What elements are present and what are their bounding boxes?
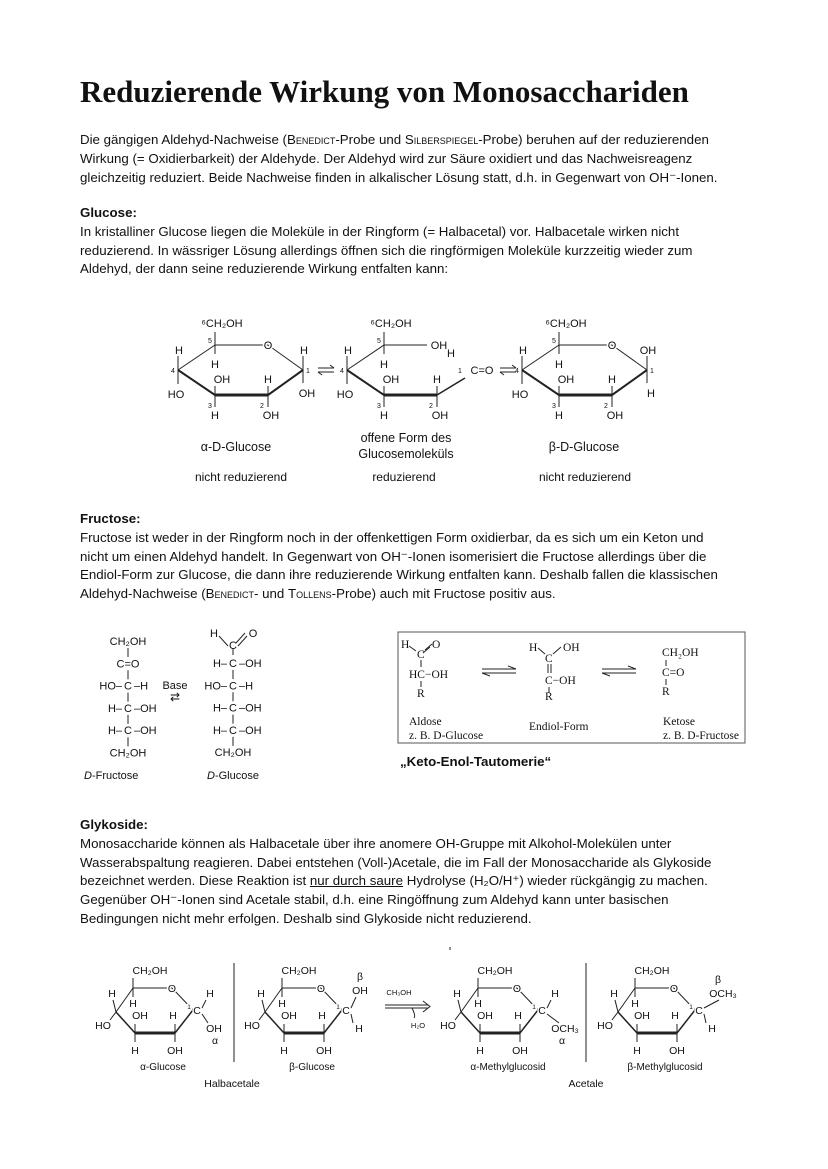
bond [674,988,695,1010]
label-anomer: α [558,1035,566,1047]
atom: C [545,653,553,665]
fischer-left: H– [107,702,122,715]
atom-ho: HO [597,1020,613,1032]
text: Aldehyd-Nachweise ( [80,586,206,602]
label-d: D [84,770,92,782]
bond [351,997,356,1008]
fischer-right: –OH [134,725,157,738]
atom-ho: HO [440,1020,456,1032]
label-ketose: Ketose [663,716,695,728]
atom-oh: OH [512,1045,528,1057]
section-heading-fructose: Fructose: [80,511,141,526]
ring-number: 1 [458,368,462,375]
fischer-right: –OH [239,724,262,737]
atom-h: H [108,988,116,1000]
atom-oh: OH [430,340,448,352]
fischer-right: –H [134,680,149,693]
text-line: Wasserabspaltung reagieren. Dabei entstehen (Voll-)Acetale, die im Fall der Monosaccharide als Glykoside [80,854,712,870]
bond [238,636,247,646]
atom-h: H [608,374,616,386]
atom-oh: OH [382,374,400,386]
atom-c1-down: OH [298,388,316,400]
atom-oh: OH [262,410,280,422]
text: -Probe) auch mit Fructose positiv aus. [331,586,556,602]
bond [618,1012,637,1033]
atom-oh: OH [316,1045,332,1057]
bond [677,1010,695,1033]
atom-oh: OH [167,1045,183,1057]
bond [172,988,193,1010]
glucose-ring-equilibrium-diagram [0,0,828,500]
bond [219,636,228,646]
fischer-center: CH₂OH [214,747,252,760]
fischer-center: C [124,680,132,693]
label-aldose-example: z. B. D-Glucose [409,730,484,742]
atom-h: H [280,1045,288,1057]
bond [517,988,538,1010]
atom-group: C=O [662,667,685,679]
atom-h: H [131,1045,139,1057]
bond [612,370,647,395]
atom-h: H [318,1010,326,1022]
atom-h: H [210,628,218,640]
atom: OH [563,642,580,654]
label-beta-d-glucose: β-D-Glucose [548,440,620,454]
ring-number: 4 [171,368,175,375]
fischer-center: C [124,702,132,715]
ring-number: 1 [306,368,310,375]
label-aldose: Aldose [409,716,442,728]
atom-ho: HO [95,1020,111,1032]
bond [618,988,635,1012]
label-compound: α-Methylglucosid [470,1062,546,1073]
bond [347,345,384,370]
bond [113,1000,116,1012]
keto-enol-caption: „Keto-Enol-Tautomerie“ [400,754,552,769]
bond [612,1012,618,1020]
text-line: gleichzeitig reduziert. Beide Nachweise finden in alkalischer Lösung statt, d.h. in Gegenwart von OH⁻-Ionen. [80,169,718,185]
text: bezeichnet werden. Diese Reaktion ist [80,873,310,889]
text: Hydrolyse (H₂O/H⁺) wieder rückgängig zu machen. [403,873,708,889]
atom-h: H [257,988,265,1000]
atom-oh: OH [431,410,449,422]
label-compound: α-Glucose [140,1062,186,1073]
equilibrium-arrow-icon [500,365,516,375]
label-ch2oh: CH₂OH [281,965,317,977]
atom-h: H [169,1010,177,1022]
atom-oh: OH [477,1010,493,1022]
status-beta: nicht reduzierend [538,470,632,484]
atom-ho: HO [511,389,529,401]
atom-c1-down: OH [206,1023,222,1035]
page-title: Reduzierende Wirkung von Monosacchariden [80,74,689,109]
atom-ho: HO [167,389,185,401]
ring-number: 2 [429,403,433,410]
atom: H [529,642,538,654]
bond [265,988,282,1012]
bond [262,1000,265,1012]
svg-text:D-Glucose [207,770,259,782]
label-ch2oh: CH₂OH [477,965,513,977]
fischer-left: H– [107,725,122,738]
atom-c1-down: OCH₃ [551,1023,579,1035]
fischer-center: C [229,702,237,715]
text-benedict: Benedict [286,132,336,147]
fischer-left: H– [212,724,227,737]
fischer-center: C [229,680,237,693]
atom-group: HC−OH [409,669,449,681]
bond [458,1000,461,1012]
atom-ho: HO [244,1020,260,1032]
label-anomer: α [211,1035,219,1047]
atom-c1-down: H [355,1023,363,1035]
text-line: Aldehyd, der dann seine reduzierende Wirkung entfalten kann: [80,261,449,277]
atom-h: H [344,345,352,357]
atom-c1-up: H [300,345,308,357]
label-alpha-d-glucose: α-D-Glucose [200,440,272,454]
label-d: D [207,770,215,782]
bond [265,1012,284,1033]
label-anomer: β [714,974,722,986]
bond [547,1014,559,1023]
atom-h: H [129,998,137,1010]
equilibrium-arrow-icon [602,666,636,676]
bond [268,345,303,370]
atom-o: O [669,983,679,995]
atom-h: H [555,359,563,371]
bond [520,1010,538,1033]
fischer-center: C [229,724,237,737]
fischer-left: H– [212,658,227,670]
atom-c1: C [342,1005,350,1017]
ring-number: 1 [689,1004,693,1011]
label-endiol: Endiol-Form [529,721,589,733]
atom-h: H [380,359,388,371]
bond [461,988,478,1012]
fischer-right: –OH [239,702,262,715]
atom-c: C [229,640,237,652]
fructose-section [80,510,718,604]
bond [615,1000,618,1012]
atom-c1-down: H [647,388,655,400]
bond [704,1000,719,1008]
ring-number: 3 [552,403,556,410]
label-compound: β-Glucose [289,1062,335,1073]
bond [351,1014,353,1023]
equilibrium-arrow-icon [482,666,516,676]
label-ch2oh: CH₂OH [132,965,168,977]
text-tollens: Tollens [288,586,332,602]
atom-c1: C [193,1005,201,1017]
atom-h: H [433,374,441,386]
bond [236,633,245,643]
atom-h: H [671,1010,679,1022]
svg-text:D-Fructose [84,770,138,782]
fischer-right: –OH [134,702,157,715]
atom-oh: OH [557,374,575,386]
label-acetale: Acetale [568,1078,604,1090]
label-reagent: CH₃OH [386,988,412,997]
ring-number: 3 [377,403,381,410]
atom-o: O [512,983,522,995]
atom-h: H [211,410,219,422]
equilibrium-arrow-icon [318,365,334,375]
label-d-glucose: -Glucose [214,770,259,782]
atom: R [662,686,670,698]
bond [259,1012,265,1020]
atom-h: H [631,998,639,1010]
text: -Probe und [335,132,405,147]
ring-number: 5 [208,338,212,345]
label-compound: β-Methylglucosid [627,1062,703,1073]
bond [324,1010,342,1033]
atom-h: H [633,1045,641,1057]
atom-oh: OH [606,410,624,422]
fischer-left: HO– [204,680,227,693]
text-line: Gegenüber OH⁻-Ionen sind Acetale stabil, d.h. eine Ringöffnung zum Aldehyd kann unter basischen [80,892,669,908]
label-byproduct: H₂O [410,1021,426,1030]
bond [116,988,133,1012]
bond [461,1012,480,1033]
atom-o: O [607,340,617,352]
atom-c1-up: OCH₃ [709,988,737,1000]
ring-number: 2 [260,403,264,410]
bond [202,1014,208,1023]
atom: H [401,639,410,651]
bond [178,345,215,370]
atom-oh: OH [669,1045,685,1057]
atom-h: H [175,345,183,357]
atom-c1: C [695,1005,703,1017]
atom-h: H [519,345,527,357]
ring-number: 4 [340,368,344,375]
section-heading-glykoside: Glykoside: [80,817,148,832]
bond [437,378,465,395]
ring-number: 1 [336,1004,340,1011]
atom-oh: OH [132,1010,148,1022]
atom-c1-down: H [708,1023,716,1035]
fructose-isomerisation-diagram [0,600,828,800]
atom-group: C−OH [545,675,576,687]
atom: O [432,639,441,651]
text-line: Fructose ist weder in der Ringform noch in der offenkettigen Form oxidierbar, da es sich um ein Keton und [80,529,704,545]
equilibrium-arrow-icon: ⇄ [169,690,181,704]
atom-c1-up: H [206,988,214,1000]
fischer-right: –OH [239,658,262,670]
label-ch2oh: CH₂OH [634,965,670,977]
text-benedict: Benedict [205,586,255,602]
label-open-form-2: Glucosemoleküls [358,447,454,461]
atom-oh: OH [213,374,231,386]
label-ch2oh: ⁶CH₂OH [201,318,243,330]
atom-h: H [555,410,563,422]
fischer-center: C [124,725,132,738]
label-halbacetale: Halbacetale [204,1078,260,1090]
atom-h: H [474,998,482,1010]
ring-number: 2 [604,403,608,410]
atom-oh: OH [634,1010,650,1022]
text-line: Endiol-Form zur Glucose, die dann ihre reduzierende Wirkung entfalten kann. Deshalb fallen die klassischen [80,567,718,583]
bond [175,1010,193,1033]
ring-number: 3 [208,403,212,410]
atom-o: O [316,983,326,995]
fischer-center: C=O [116,658,140,671]
atom-group-c-o: C=O [470,365,494,377]
label-ch2oh: ⁶CH₂OH [545,318,587,330]
section-heading-glucose: Glucose: [80,205,137,220]
text: -Probe) beruhen auf der reduzierenden [478,132,709,147]
label-ketose-example: z. B. D-Fructose [663,730,740,742]
atom-group: CH₂OH [662,647,699,659]
bond [202,1000,206,1008]
text-line: reduzierend. In wässriger Lösung allerdings öffnen sich die ringförmigen Moleküle kurzzeitig wieder zum [80,242,693,258]
fischer-right: –H [239,680,254,693]
fischer-center: CH₂OH [109,747,147,760]
text-line: Wirkung (= Oxidierbarkeit) der Aldehyde. Der Aldehyd wird zur Säure oxidiert und das Nachweisreagenz [80,150,693,166]
atom-h: H [514,1010,522,1022]
atom: C [417,649,425,661]
atom: R [545,691,553,703]
bond [116,1012,135,1033]
atom-h: H [610,988,618,1000]
ring-number: 5 [552,338,556,345]
glykoside-section [80,816,711,929]
atom-h: H [264,374,272,386]
fischer-center: C [229,658,237,670]
ring-number: 1 [187,1004,191,1011]
text: - und [254,586,289,602]
atom-h: H [447,348,455,360]
text-silberspiegel: Silberspiegel [404,132,479,147]
ring-number: 5 [377,338,381,345]
label-open-form: offene Form des [360,431,452,445]
fischer-left: HO– [99,680,122,693]
text-line: nicht um einen Aldehyd handelt. In Gegenwart von OH⁻-Ionen isomerisiert die Fructose allerdings über die [80,548,707,564]
text: Die gängigen Aldehyd-Nachweise ( [80,132,287,147]
atom-c1-up: OH [639,345,657,357]
label-d-fructose: -Fructose [91,770,139,782]
text-line: In kristalliner Glucose liegen die Moleküle in der Ringform (= Halbacetal) vor. Halbacetale wirken nicht [80,223,680,239]
reaction-arrow-icon [385,1001,430,1018]
text-line: Monosaccharide können als Halbacetale über ihre anomere OH-Gruppe mit Alkohol-Molekülen unter [80,835,672,851]
label-ch2oh: ⁶CH₂OH [370,318,412,330]
atom-h: H [278,998,286,1010]
atom-c1-up: OH [352,985,368,997]
status-open: reduzierend [372,470,436,484]
ring-number: 1 [532,1004,536,1011]
atom-h: H [453,988,461,1000]
atom-c1: C [538,1005,546,1017]
bond [522,345,559,370]
atom-h: H [211,359,219,371]
label-base: Base [162,680,188,692]
text-underlined: nur durch saure [309,873,404,889]
atom-o: O [167,983,177,995]
atom-oh: OH [281,1010,297,1022]
atom-o: O [248,628,258,640]
fischer-center: CH₂OH [109,636,147,648]
text-line: Bedingungen nicht mehr erfolgen. Deshalb sind Glykoside nicht reduzierend. [80,910,532,926]
bond [455,1012,461,1020]
ring-number: 1 [650,368,654,375]
bond [704,1014,706,1023]
atom-o: O [263,340,273,352]
atom-c1-up: H [551,988,559,1000]
bond [268,370,303,395]
bond [547,1000,551,1008]
bond [321,988,342,1010]
label-anomer: β [356,971,364,983]
atom-h: H [380,410,388,422]
bond [110,1012,116,1020]
ring-number: 4 [515,368,519,375]
atom: R [417,688,425,700]
atom-h: H [476,1045,484,1057]
atom-ho: HO [336,389,354,401]
fischer-left: H– [212,702,227,715]
status-alpha: nicht reduzierend [194,470,288,484]
